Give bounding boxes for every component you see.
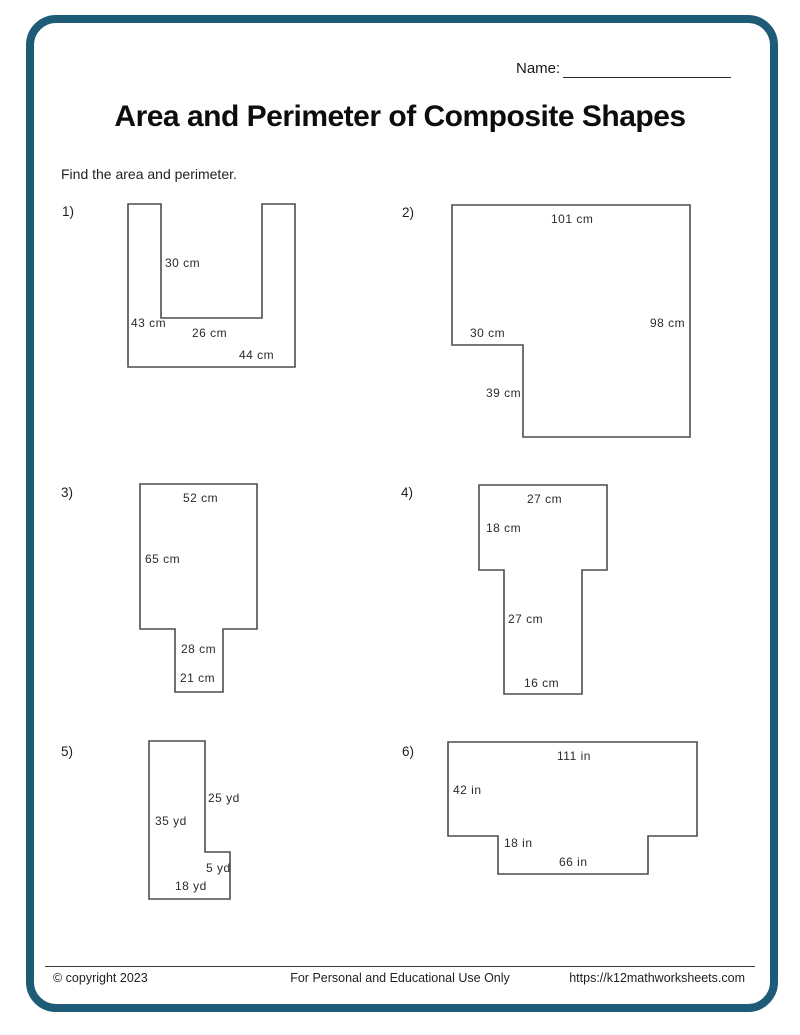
problem-number: 5) [61,744,74,759]
shape-outline [127,203,296,368]
dimension-label: 44 cm [239,348,275,362]
instructions-text: Find the area and perimeter. [61,166,237,182]
dimension-label: 52 cm [183,491,219,505]
problem-number: 1) [62,204,75,219]
dimension-label: 27 cm [527,492,563,506]
dimension-label: 35 yd [155,814,187,828]
dimension-label: 101 cm [551,212,594,226]
dimension-label: 18 in [504,836,533,850]
footer-divider [45,966,755,967]
composite-shape-2 [451,204,691,438]
name-row [516,60,560,78]
composite-shape-5 [148,740,240,900]
composite-shape-3 [139,483,258,693]
dimension-label: 65 cm [145,552,181,566]
footer-copyright: © copyright 2023 [53,971,148,985]
footer-usage-text: For Personal and Educational Use Only [290,971,510,985]
footer-url: https://k12mathworksheets.com [569,971,745,985]
dimension-label: 27 cm [508,612,544,626]
dimension-label: 30 cm [470,326,506,340]
composite-shape-4 [478,484,608,695]
dimension-label: 43 cm [131,316,167,330]
dimension-label: 5 yd [206,861,231,875]
problem-number: 6) [402,744,415,759]
dimension-label: 42 in [453,783,482,797]
dimension-label: 26 cm [192,326,228,340]
shape-outline [478,484,608,695]
dimension-label: 66 in [559,855,588,869]
page-title: Area and Perimeter of Composite Shapes [114,100,686,133]
shape-outline [139,483,258,693]
name-label: Name: [516,60,561,77]
problem-number: 2) [402,205,415,220]
dimension-label: 98 cm [650,316,686,330]
dimension-label: 28 cm [181,642,217,656]
dimension-label: 30 cm [165,256,201,270]
problem-number: 4) [401,485,414,500]
dimension-label: 16 cm [524,676,560,690]
dimension-label: 25 yd [208,791,240,805]
dimension-label: 18 yd [175,879,207,893]
composite-shape-1 [127,203,296,368]
dimension-label: 18 cm [486,521,522,535]
dimension-label: 21 cm [180,671,216,685]
dimension-label: 39 cm [486,386,522,400]
problem-number: 3) [61,485,74,500]
composite-shape-6 [447,741,698,875]
name-blank-line [563,77,731,78]
dimension-label: 111 in [557,749,591,763]
